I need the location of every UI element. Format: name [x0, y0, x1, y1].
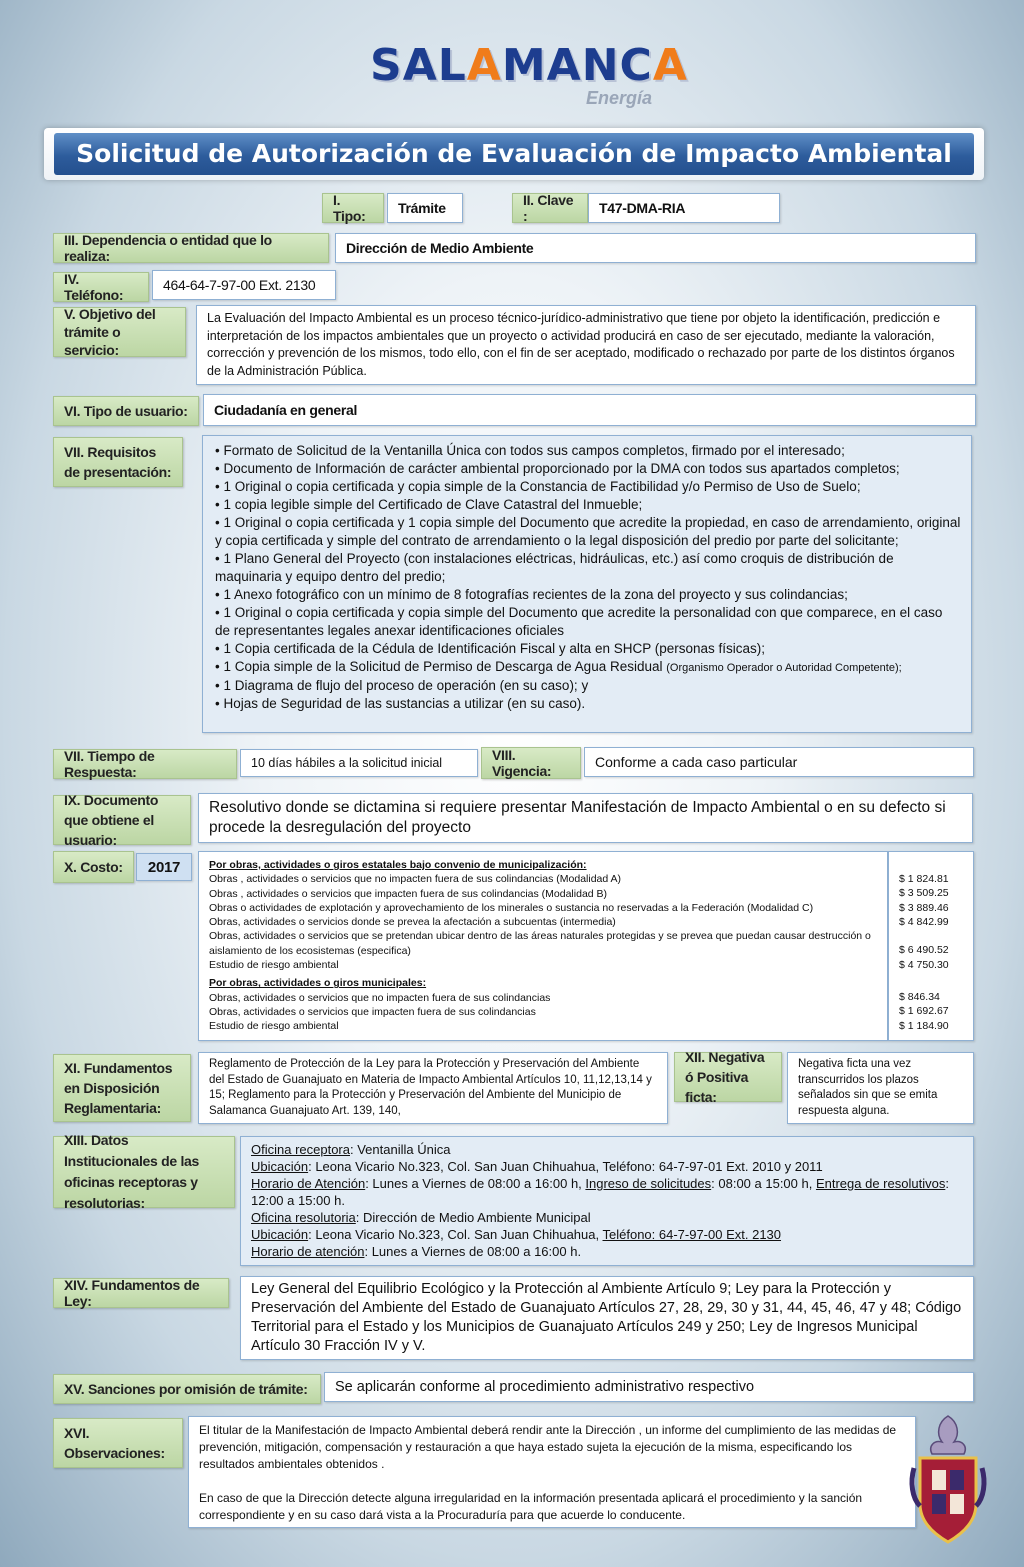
fundamentos-disp-value: Reglamento de Protección de la Ley para la Protección y Preservación del Ambiente del Estado de Guanajuato en Materia de Impacto Ambiental Artículos 10, 11,12,13,14 y 15; Reglamento para la Protección y Preservación del Ambiente del Municipio de Salamanca Guanajuato Art. 139, 140, [198, 1052, 668, 1124]
requisito-item: • 1 Original o copia certificada y copia simple del Documento que acredite la personalidad con que comparece, en el caso de representantes legales anexar identificaciones oficiales [215, 604, 961, 640]
costo-conceptos [198, 851, 888, 1041]
fundamentos-ley-value: Ley General del Equilibrio Ecológico y la Protección al Ambiente Artículo 9; Ley para la Protección y Preservación del Ambiente del Estado de Guanajuato Artículos 27, 28, 29, 30 y 31, 44, 45, 46, 47 y 48; Código Territorial para el Estado y los Municipios de Guanajuato Artículos 249 y 250; Ley de Ingresos Municipal Artículo 30 Fracción IV y V. [240, 1276, 974, 1360]
dependencia-label: III. Dependencia o entidad que lo realiza: [53, 233, 329, 263]
telefono-label: IV. Teléfono: [53, 272, 149, 302]
requisitos-list [215, 442, 961, 713]
costo-concepto: Obras, actividades o servicios que impacten fuera de sus colindancias [209, 1005, 536, 1018]
vigencia-label: VIII. Vigencia: [481, 747, 581, 779]
clave-value: T47-DMA-RIA [588, 193, 780, 223]
documento-value: Resolutivo donde se dictamina si requiere presentar Manifestación de Impacto Ambiental o en su defecto si procede la desregulación del proyecto [198, 793, 973, 843]
requisito-item: • 1 Original o copia certificada y 1 copia simple del Documento que acredite la propiedad, en caso de arrendamiento, original y copia certificada y simple del contrato de arrendamiento o la legal disposición del predio por parte del solicitante; [215, 514, 961, 550]
datos-horario-2: Horario de atención: Lunes a Viernes de 08:00 a 16:00 h. [251, 1244, 582, 1259]
datos-oficina-resolutoria: Oficina resolutoria: Dirección de Medio Ambiente Municipal [251, 1210, 591, 1225]
costo-concepto: Estudio de riesgo ambiental [209, 1020, 339, 1033]
requisito-item: • Hojas de Seguridad de las sustancias a utilizar (en su caso). [215, 695, 961, 713]
datos-horario: Horario de Atención: Lunes a Viernes de 08:00 a 16:00 h, Ingreso de solicitudes: 08:00 a 15:00 h, Entrega de resolutivos: 12:00 a 15:00 h. [251, 1176, 949, 1208]
tiempo-label: VII. Tiempo de Respuesta: [53, 749, 237, 779]
costo-precios [888, 851, 974, 1041]
costo-precio: $ 4 750.30 [899, 958, 949, 971]
costo-estatales-header: Por obras, actividades o giros estatales bajo convenio de municipalización: [209, 859, 587, 871]
tipo-value: Trámite [387, 193, 463, 223]
requisito-item: • 1 Diagrama de flujo del proceso de operación (en su caso); y [215, 677, 961, 695]
requisito-item: • Formato de Solicitud de la Ventanilla Única con todos sus campos completos, firmado por el interesado; [215, 442, 961, 460]
costo-concepto: Obras , actividades o servicios que no impacten fuera de sus colindancias (Modalidad A) [209, 873, 622, 886]
requisitos-label: VII. Requisitos de presentación: [53, 437, 183, 487]
requisito-item: • Documento de Información de carácter ambiental proporcionado por la DMA con todos sus apartados completos; [215, 460, 961, 478]
costo-concepto: Obras o actividades de explotación y aprovechamiento de los minerales o sustancia no reservadas a la Federación (Modalidad C) [209, 901, 814, 914]
costo-municipales-header: Por obras, actividades o giros municipales: [209, 977, 427, 990]
datos-ubicacion-2: Ubicación: Leona Vicario No.323, Col. San Juan Chihuahua, Teléfono: 64-7-97-00 Ext. 2130 [251, 1227, 782, 1242]
costo-concepto: Obras, actividades o servicios que se pretendan ubicar dentro de las áreas naturales protegidas y se prevea que puedan causar destrucción o aislamiento de los ecosistemas (especifica) [209, 930, 871, 957]
requisito-item: • 1 Anexo fotográfico con un mínimo de 8 fotografías recientes de la zona del proyecto y sus colindancias; [215, 586, 961, 604]
requisito-item: • 1 Copia simple de la Solicitud de Permiso de Descarga de Agua Residual (Organismo Operador o Autoridad Competente); [215, 658, 961, 677]
sanciones-label: XV. Sanciones por omisión de trámite: [53, 1374, 321, 1404]
negativa-value: Negativa ficta una vez transcurridos los plazos señalados sin que se emita respuesta alguna. [787, 1052, 974, 1124]
vigencia-value: Conforme a cada caso particular [584, 747, 974, 777]
sanciones-value: Se aplicarán conforme al procedimiento administrativo respectivo [324, 1372, 974, 1402]
logo-subtitle: Energía [585, 88, 652, 108]
costo-concepto: Estudio de riesgo ambiental [209, 959, 339, 972]
costo-precio: $ 3 889.46 [899, 901, 949, 914]
datos-oficina-receptora: Oficina receptora: Ventanilla Única [251, 1142, 451, 1157]
datos-label: XIII. Datos Institucionales de las oficinas receptoras y resolutorias: [53, 1136, 235, 1208]
requisito-item: • 1 Plano General del Proyecto (con instalaciones eléctricas, hidráulicas, etc.) así como croquis de distribución de maquinaria y equipo dentro del predio; [215, 550, 961, 586]
costo-precio: $ 1 184.90 [899, 1019, 949, 1032]
fundamentos-disp-label: XI. Fundamentos en Disposición Reglamentaria: [53, 1054, 191, 1122]
tipo-usuario-label: VI. Tipo de usuario: [53, 396, 199, 426]
objetivo-value: La Evaluación del Impacto Ambiental es un proceso técnico-jurídico-administrativo que tiene por objeto la identificación, predicción e interpretación de los impactos ambientales que un proyecto o actividad producirá en caso de ser ejecutado, mediante la valoración, corrección y prevención de los mismos, todo ello, con el fin de ser aceptado, modificado o rechazado por parte de los distintos órganos de la Administración Pública. [196, 305, 976, 385]
tipo-usuario-value: Ciudadanía en general [203, 394, 976, 426]
costo-concepto: Obras, actividades o servicios donde se prevea la afectación a subcuentas (intermedia) [209, 916, 616, 929]
objetivo-label: V. Objetivo del trámite o servicio: [53, 307, 186, 357]
clave-label: II. Clave : [512, 193, 588, 223]
costo-precio: $ 1 824.81 [899, 873, 949, 885]
fundamentos-ley-label: XIV. Fundamentos de Ley: [53, 1278, 229, 1308]
costo-concepto: Obras, actividades o servicios que no impacten fuera de sus colindancias [209, 991, 551, 1004]
costo-concepto: Obras , actividades o servicios que impacten fuera de sus colindancias (Modalidad B) [209, 887, 608, 900]
documento-label: IX. Documento que obtiene el usuario: [53, 795, 191, 845]
datos-ubicacion: Ubicación: Leona Vicario No.323, Col. San Juan Chihuahua, Teléfono: 64-7-97-01 Ext. 2010 y 2011 [251, 1159, 823, 1174]
requisitos-box [202, 435, 972, 733]
costo-year: 2017 [136, 853, 192, 881]
observaciones-label: XVI. Observaciones: [53, 1418, 183, 1468]
tiempo-value: 10 días hábiles a la solicitud inicial [240, 749, 478, 777]
costo-precio: $ 846.34 [899, 991, 940, 1004]
costo-precio: $ 4 842.99 [899, 915, 949, 928]
dependencia-value: Dirección de Medio Ambiente [335, 233, 976, 263]
observaciones-p1: El titular de la Manifestación de Impacto Ambiental deberá rendir ante la Dirección , un informe del cumplimiento de las medidas de prevención, mitigación, compensación y restauración a que haya estado sujeta la ejecución de la misma, especificando los resultados ambientales obtenidos . [199, 1423, 897, 1471]
costo-label: X. Costo: [53, 851, 134, 883]
datos-box [240, 1136, 974, 1266]
observaciones-p2: En caso de que la Dirección detecte alguna irregularidad en la información presentada aplicará el procedimiento y la sanción correspondiente y en su caso dará vista a la Procuraduría para que acuerde lo conducente. [199, 1491, 863, 1522]
requisito-item: • 1 Original o copia certificada y copia simple de la Constancia de Factibilidad y/o Permiso de Uso de Suelo; [215, 478, 961, 496]
costo-precio: $ 1 692.67 [899, 1005, 949, 1018]
coat-of-arms-icon [908, 1412, 988, 1547]
negativa-label: XII. Negativa ó Positiva ficta: [674, 1052, 782, 1102]
observaciones-box [188, 1416, 916, 1528]
page-title: Solicitud de Autorización de Evaluación de Impacto Ambiental [54, 133, 974, 175]
telefono-value: 464-64-7-97-00 Ext. 2130 [152, 270, 336, 300]
costo-precio: $ 6 490.52 [899, 944, 949, 957]
requisito-item: • 1 copia legible simple del Certificado de Clave Catastral del Inmueble; [215, 496, 961, 514]
title-bar [44, 128, 984, 180]
requisito-note: (Organismo Operador o Autoridad Competente); [666, 662, 902, 674]
tipo-label: I. Tipo: [322, 193, 384, 223]
costo-precio: $ 3 509.25 [899, 887, 949, 900]
requisito-item: • 1 Copia certificada de la Cédula de Identificación Fiscal y alta en SHCP (personas físicas); [215, 640, 961, 658]
salamanca-logo: SALAMANCA Energía [370, 40, 688, 108]
